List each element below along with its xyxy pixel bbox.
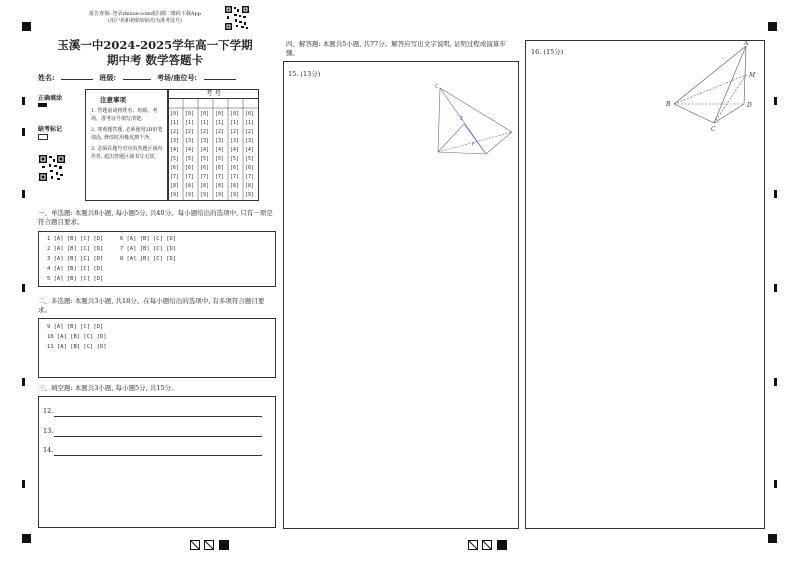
q15-fig-label: C [435, 84, 439, 90]
registration-mark-bottom-left [22, 534, 31, 543]
exam-digit-bubble[interactable]: [9] [215, 192, 225, 198]
exam-digit-bubble[interactable]: [4] [170, 147, 180, 153]
q16-label: 16. (15分) [531, 48, 564, 56]
question-row[interactable]: 5 [A] [B] [C] [D] [47, 276, 104, 282]
exam-digit-bubble[interactable]: [8] [230, 183, 240, 189]
exam-digit-bubble[interactable]: [7] [230, 174, 240, 180]
exam-digit-bubble[interactable]: [1] [170, 120, 180, 126]
student-info-row [38, 73, 278, 83]
question-row[interactable]: 10 [A] [B] [C] [D] [47, 334, 107, 340]
exam-digit-bubble[interactable]: [8] [170, 183, 180, 189]
exam-digit-bubble[interactable]: [7] [245, 174, 255, 180]
q16-fig-label: D [747, 102, 752, 109]
exam-digit-bubble[interactable]: [4] [215, 147, 225, 153]
page-marker-right [468, 535, 508, 554]
title-line1: 玉溪一中2024-2025学年高一下学期 [57, 38, 253, 52]
exam-digit-bubble[interactable]: [6] [185, 165, 195, 171]
exam-digit-bubble[interactable]: [7] [215, 174, 225, 180]
correct-fill-label: 正确填涂 [38, 95, 63, 102]
exam-digit-bubble[interactable]: [2] [185, 129, 195, 135]
timing-mark [774, 378, 777, 386]
exam-digit-bubble[interactable]: [4] [245, 147, 255, 153]
timing-mark [22, 378, 25, 386]
exam-digit-bubble[interactable]: [3] [200, 138, 210, 144]
note-item: 1. 答题前请将姓名、班级、考场、准考证号填写清楚。 [91, 108, 158, 122]
q15-figure [430, 82, 516, 158]
seat-field[interactable] [204, 79, 236, 80]
question-row[interactable]: 1 [A] [B] [C] [D] 6 [A] [B] [C] [D] [47, 236, 177, 242]
exam-digit-bubble[interactable]: [6] [245, 165, 255, 171]
exam-digit-bubble[interactable]: [1] [215, 120, 225, 126]
timing-mark [22, 128, 25, 136]
question-row[interactable]: 11 [A] [B] [C] [D] [47, 344, 107, 350]
fill-item-13: 13. [43, 427, 54, 435]
seat-label: 考场/座位号: [156, 73, 198, 82]
notes-list [91, 107, 164, 161]
question-row[interactable]: 2 [A] [B] [C] [D] 7 [A] [B] [C] [D] [47, 246, 177, 252]
q16-figure [662, 40, 762, 132]
section1-rows [47, 236, 176, 286]
timing-mark [22, 284, 25, 292]
timing-mark [22, 97, 25, 105]
exam-number-label: 考 号 [168, 89, 259, 99]
qr-code-student [38, 154, 66, 182]
timing-mark [22, 480, 25, 488]
timing-mark [774, 190, 777, 198]
section2-heading: 二、多选题: 本题共3小题, 共18分。在每小题给出的选项中, 有多项符合题目要求。 [38, 297, 265, 314]
q16-fig-label: C [711, 126, 716, 132]
exam-digit-bubble[interactable]: [0] [215, 111, 225, 117]
report-notice-line2: (用户名和初始密码均为准考证号) [108, 18, 182, 24]
exam-digit-bubble[interactable]: [1] [230, 120, 240, 126]
exam-digit-bubble[interactable]: [9] [170, 192, 180, 198]
fill-item-12: 12. [43, 407, 54, 415]
fill-blank-12[interactable] [54, 406, 262, 417]
q15-fig-label: E [460, 116, 464, 122]
exam-digit-bubble[interactable]: [3] [245, 138, 255, 144]
title-line2: 期中考 数学答题卡 [106, 53, 203, 67]
exam-digit-bubble[interactable]: [4] [185, 147, 195, 153]
exam-digit-bubble[interactable]: [2] [215, 129, 225, 135]
note-item: 3. 必须在题号对应的答题区域内作答, 超出答题区域书写无效。 [91, 146, 163, 160]
q16-fig-label: B [666, 101, 671, 108]
exam-digit-bubble[interactable]: [3] [170, 138, 180, 144]
timing-mark [774, 97, 777, 105]
exam-digit-bubble[interactable]: [7] [185, 174, 195, 180]
fill-blank-13[interactable] [54, 426, 262, 437]
exam-digit-bubble[interactable]: [5] [230, 156, 240, 162]
exam-digit-bubble[interactable]: [9] [185, 192, 195, 198]
exam-digit-bubble[interactable]: [4] [230, 147, 240, 153]
exam-digit-bubble[interactable]: [1] [245, 120, 255, 126]
exam-digit-bubble[interactable]: [5] [185, 156, 195, 162]
exam-digit-bubble[interactable]: [5] [215, 156, 225, 162]
exam-digit-bubble[interactable]: [5] [245, 156, 255, 162]
section4-heading: 四、解答题: 本题共5小题, 共77分。解答应写出文字说明, 证明过程或演算步骤。 [286, 40, 506, 57]
page-marker-left [190, 535, 230, 554]
class-label: 班级: [99, 73, 117, 82]
exam-digit-bubble[interactable]: [8] [185, 183, 195, 189]
registration-mark-top-left [22, 22, 31, 31]
registration-mark-top-right [768, 22, 777, 31]
exam-digit-bubble[interactable]: [7] [200, 174, 210, 180]
exam-digit-bubble[interactable]: [0] [245, 111, 255, 117]
fill-item-14: 14. [43, 446, 54, 454]
exam-digit-bubble[interactable]: [9] [200, 192, 210, 198]
q15-fig-label: F [472, 142, 475, 148]
section3-heading: 三、填空题: 本题共3小题, 每小题5分, 共15分. [38, 384, 174, 392]
question-row[interactable]: 3 [A] [B] [C] [D] 8 [A] [B] [C] [D] [47, 256, 177, 262]
fill-blank-14[interactable] [54, 445, 262, 456]
exam-digit-bubble[interactable]: [0] [170, 111, 180, 117]
exam-digit-bubble[interactable]: [1] [200, 120, 210, 126]
q16-fig-label: A [744, 40, 749, 47]
exam-digit-bubble[interactable]: [6] [215, 165, 225, 171]
page-title [40, 38, 270, 68]
exam-digit-bubble[interactable]: [2] [230, 129, 240, 135]
exam-digit-bubble[interactable]: [6] [230, 165, 240, 171]
exam-digit-bubble[interactable]: [8] [200, 183, 210, 189]
class-field[interactable] [123, 79, 151, 80]
exam-digit-bubble[interactable]: [5] [200, 156, 210, 162]
exam-digit-bubble[interactable]: [8] [245, 183, 255, 189]
page-marker-icons [468, 540, 508, 550]
exam-digit-bubble[interactable]: [0] [230, 111, 240, 117]
question-row[interactable]: 4 [A] [B] [C] [D] [47, 266, 104, 272]
notes-title: 注意事项 [100, 96, 126, 104]
section1-heading: 一、单选题: 本题共8小题, 每小题5分, 共40分。每小题给出的选项中, 只有一项是符合题目要求。 [38, 209, 273, 226]
correct-fill-sample [38, 103, 47, 107]
timing-mark [22, 190, 25, 198]
absent-mark-box[interactable] [38, 134, 48, 140]
q16-fig-label: M [749, 72, 756, 79]
note-item: 2. 客观题答题, 必须使用2B铅笔填涂, 修改时用橡皮擦干净。 [91, 127, 163, 141]
exam-digit-bubble[interactable]: [3] [230, 138, 240, 144]
question-row[interactable]: 9 [A] [B] [C] [D] [47, 324, 104, 330]
exam-digit-bubble[interactable]: [2] [200, 129, 210, 135]
exam-digit-bubble[interactable]: [8] [215, 183, 225, 189]
page-marker-icons [190, 540, 230, 550]
exam-digit-bubble[interactable]: [3] [215, 138, 225, 144]
timing-mark [774, 284, 777, 292]
report-notice-line1: 报告查询: 登录zhixue.com或扫描二维码下载App [89, 11, 201, 17]
exam-digit-bubble[interactable]: [6] [170, 165, 180, 171]
exam-digit-bubble[interactable]: [0] [185, 111, 195, 117]
registration-mark-bottom-right [768, 534, 777, 543]
exam-digit-bubble[interactable]: [6] [200, 165, 210, 171]
name-field[interactable] [61, 79, 93, 80]
qr-code-top [224, 5, 250, 31]
name-label: 姓名: [38, 73, 55, 82]
exam-digit-bubble[interactable]: [0] [200, 111, 210, 117]
exam-digit-bubble[interactable]: [3] [185, 138, 195, 144]
exam-digit-bubble[interactable]: [7] [170, 174, 180, 180]
exam-digit-bubble[interactable]: [1] [185, 120, 195, 126]
exam-digit-bubble[interactable]: [9] [230, 192, 240, 198]
exam-digit-bubble[interactable]: [5] [170, 156, 180, 162]
exam-digit-bubble[interactable]: [2] [170, 129, 180, 135]
exam-digit-bubble[interactable]: [2] [245, 129, 255, 135]
absent-mark-label: 缺考标记 [38, 126, 63, 133]
timing-mark [774, 480, 777, 488]
q15-label: 15. (13分) [288, 70, 321, 78]
report-notice [70, 11, 220, 25]
exam-digit-bubble[interactable]: [4] [200, 147, 210, 153]
exam-digit-bubble[interactable]: [9] [245, 192, 255, 198]
section2-rows [47, 324, 107, 354]
